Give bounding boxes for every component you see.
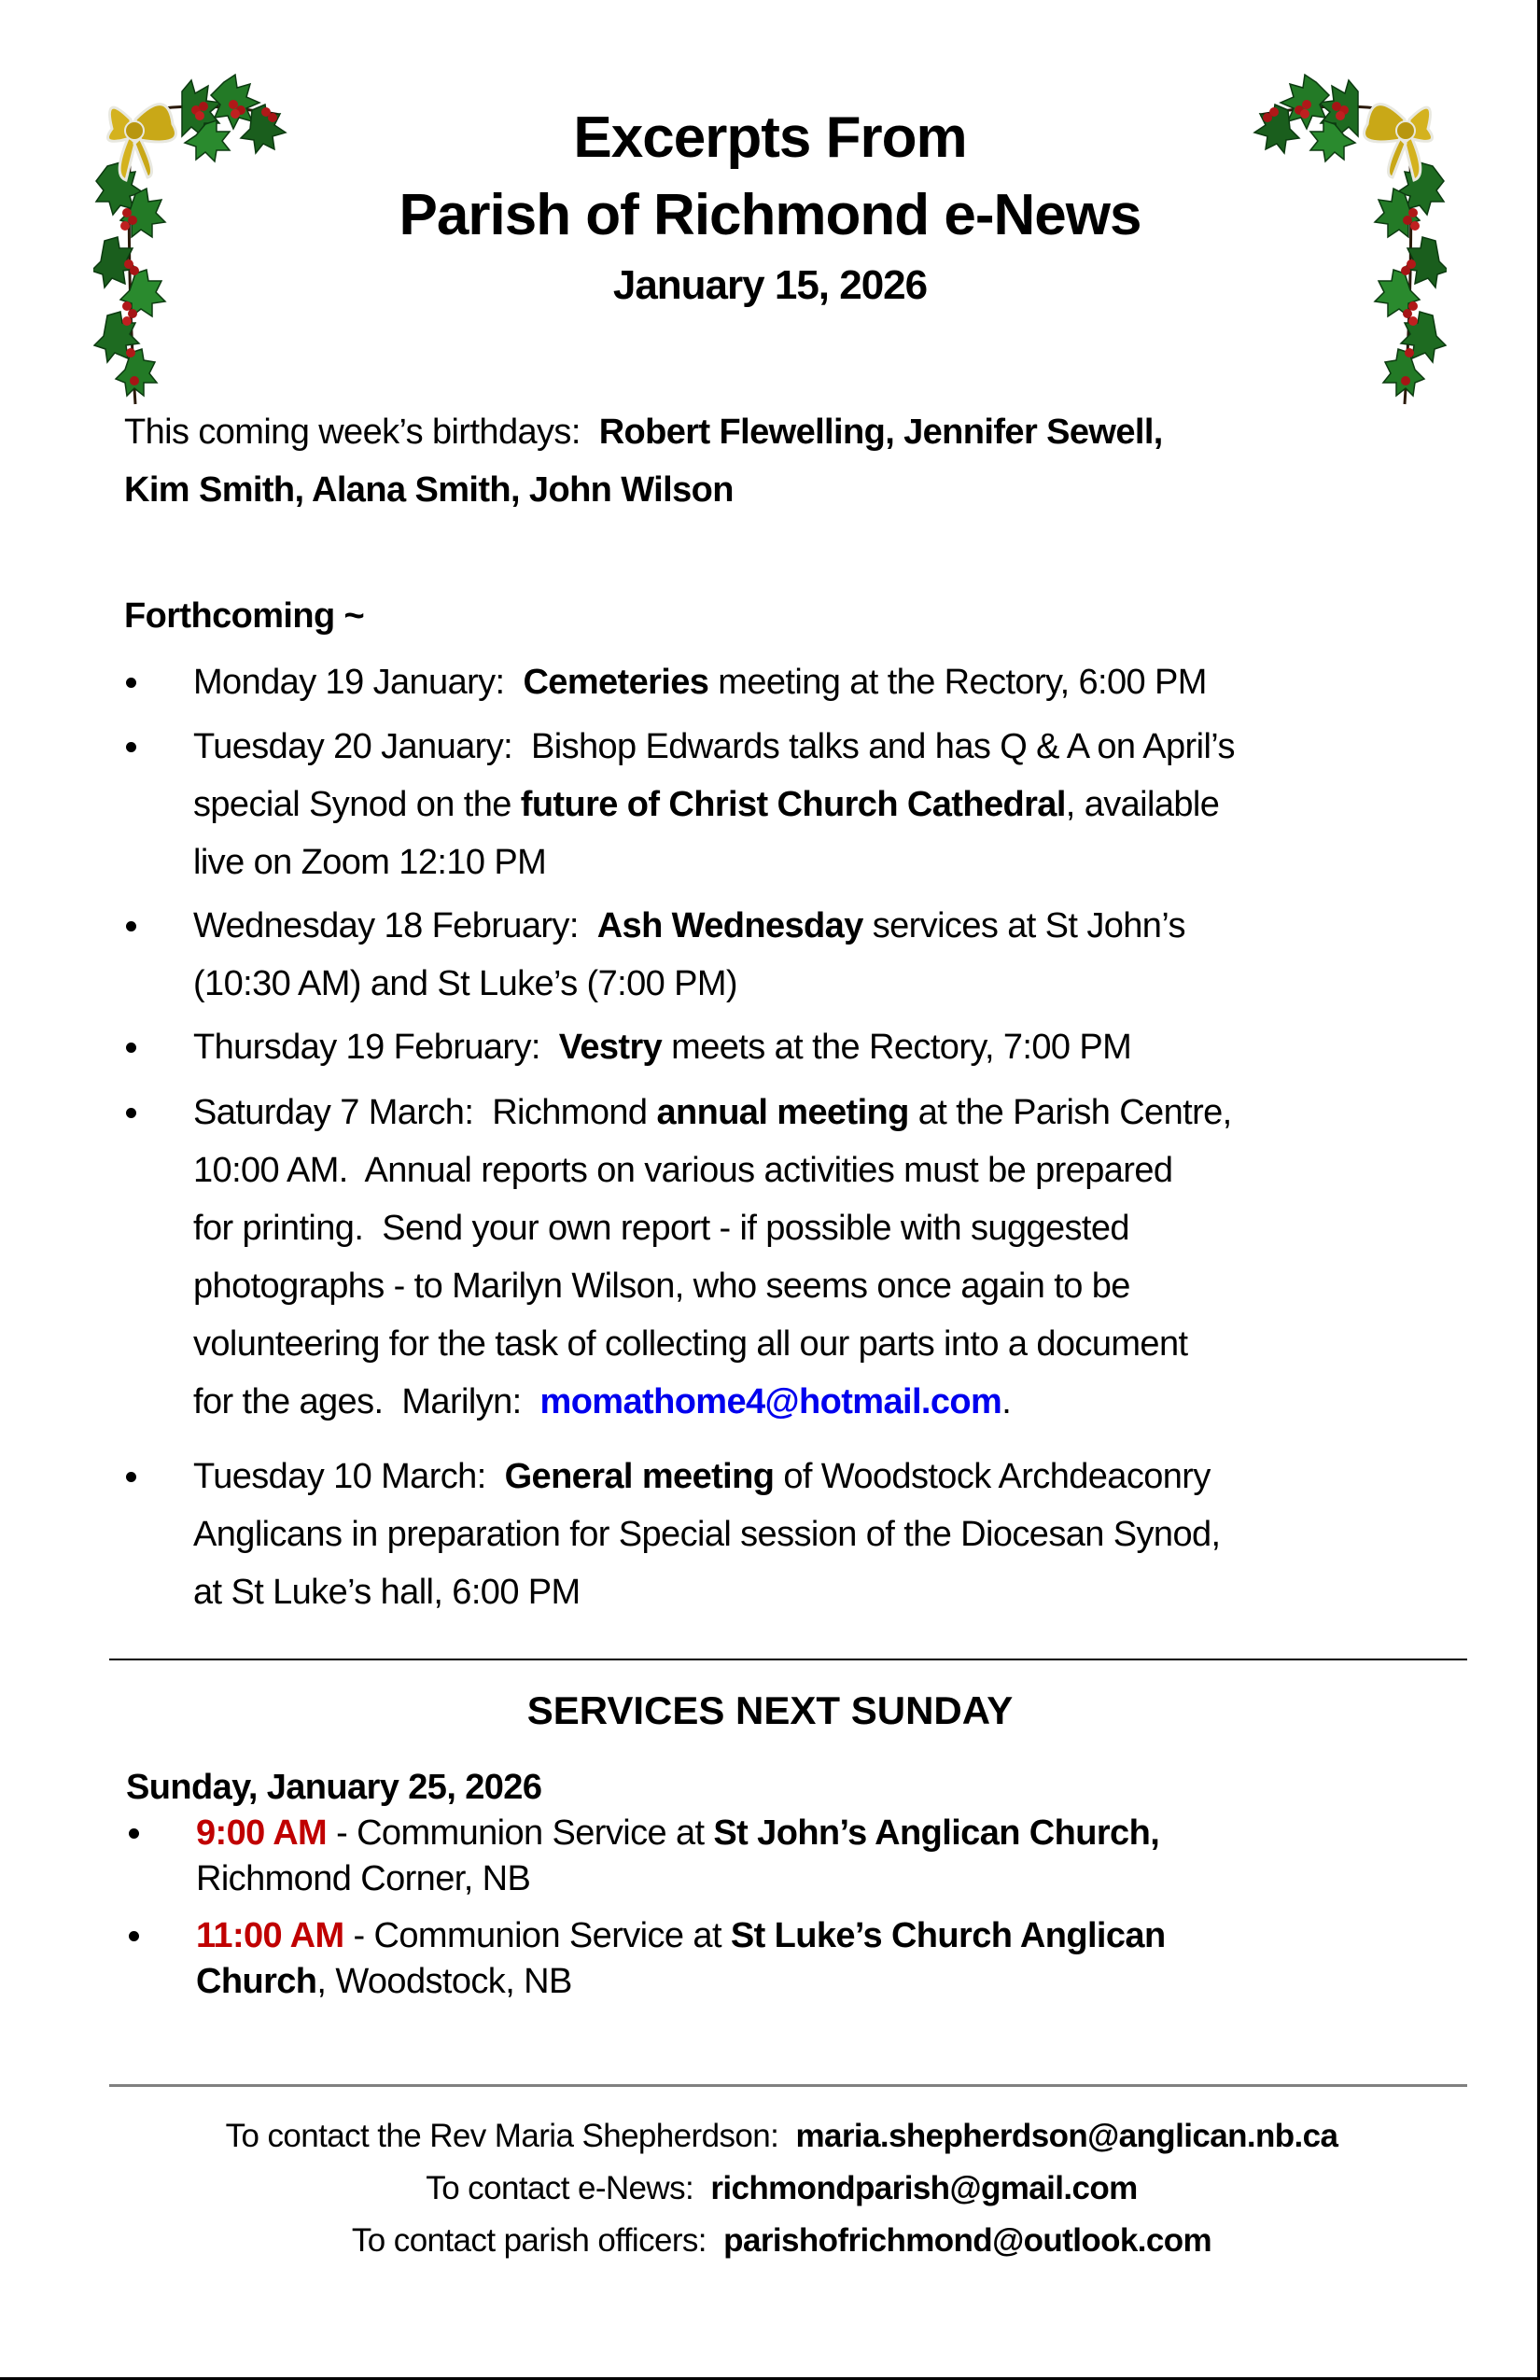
- service-item: [196, 1915, 1166, 1956]
- event-line: [193, 1572, 581, 1613]
- issue-date: January 15, 2026: [612, 262, 928, 308]
- event-text: for the ages. Marilyn:: [193, 1382, 540, 1421]
- email-link[interactable]: momathome4@hotmail.com: [539, 1382, 1002, 1421]
- service-description: - Communion Service at: [343, 1916, 731, 1955]
- event-text: Saturday 7 March: Richmond: [193, 1093, 657, 1132]
- event-text: at St Luke’s hall, 6:00 PM: [193, 1573, 581, 1612]
- bullet-icon: [129, 1931, 139, 1941]
- contact-line: [93, 2220, 1470, 2261]
- event-line: [193, 1456, 1211, 1497]
- location-text: , Woodstock, NB: [316, 1962, 572, 2001]
- contact-email[interactable]: maria.shepherdson@anglican.nb.ca: [795, 2118, 1338, 2154]
- birthdays-line2: Kim Smith, Alana Smith, John Wilson: [124, 470, 734, 510]
- bullet-icon: [126, 678, 136, 688]
- event-line: [193, 1514, 1220, 1555]
- event-text: Monday 19 January:: [193, 663, 524, 702]
- service-location: [196, 1858, 530, 1899]
- page-title-line1: Excerpts From: [573, 105, 967, 170]
- event-line: [193, 784, 1219, 825]
- event-line: [193, 662, 1207, 703]
- event-line: [193, 1381, 1011, 1422]
- event-text: Tuesday 20 January: Bishop Edwards talks and has Q & A on April’s: [193, 727, 1235, 766]
- event-line: [193, 1208, 1129, 1249]
- event-line: [193, 1027, 1131, 1068]
- bullet-icon: [126, 1472, 136, 1482]
- contact-email[interactable]: richmondparish@gmail.com: [710, 2170, 1138, 2206]
- event-text: meeting at the Rectory, 6:00 PM: [708, 663, 1207, 702]
- event-highlight: General meeting: [504, 1457, 775, 1496]
- event-line: [193, 1150, 1172, 1191]
- contact-email[interactable]: parishofrichmond@outlook.com: [723, 2222, 1212, 2259]
- event-line: [193, 1092, 1232, 1133]
- church-name: Church: [196, 1962, 317, 2001]
- event-text: volunteering for the task of collecting all our parts into a document: [193, 1324, 1188, 1364]
- event-text: .: [1001, 1382, 1012, 1421]
- footer-divider: [109, 2084, 1467, 2087]
- event-text: (10:30 AM) and St Luke’s (7:00 PM): [193, 964, 737, 1003]
- event-text: special Synod on the: [193, 785, 521, 824]
- section-divider: [109, 1659, 1467, 1660]
- bullet-icon: [126, 921, 136, 931]
- event-text: Tuesday 10 March:: [193, 1457, 505, 1496]
- event-line: [193, 905, 1185, 946]
- services-date: Sunday, January 25, 2026: [126, 1768, 542, 1807]
- service-time: 9:00 AM: [196, 1813, 328, 1853]
- event-text: of Woodstock Archdeaconry: [774, 1457, 1211, 1496]
- event-text: photographs - to Marilyn Wilson, who seems once again to be: [193, 1267, 1130, 1306]
- church-name: St John’s Anglican Church,: [713, 1813, 1160, 1853]
- service-description: - Communion Service at: [327, 1813, 714, 1853]
- event-text: meets at the Rectory, 7:00 PM: [662, 1028, 1132, 1067]
- event-text: Wednesday 18 February:: [193, 906, 597, 945]
- page-title-line2: Parish of Richmond e-News: [399, 183, 1141, 247]
- church-name: St Luke’s Church Anglican: [730, 1916, 1166, 1955]
- event-highlight: annual meeting: [656, 1093, 909, 1132]
- event-line: [193, 963, 737, 1004]
- event-text: live on Zoom 12:10 PM: [193, 843, 547, 882]
- event-highlight: Ash Wednesday: [596, 906, 863, 945]
- bullet-icon: [129, 1828, 139, 1839]
- event-highlight: future of Christ Church Cathedral: [520, 785, 1066, 824]
- event-line: [193, 726, 1235, 767]
- event-highlight: Cemeteries: [523, 663, 709, 702]
- bullet-icon: [126, 1108, 136, 1118]
- contact-line: [93, 2116, 1470, 2157]
- location-text: Richmond Corner, NB: [196, 1859, 531, 1898]
- birthdays-line1: [124, 412, 1163, 453]
- event-text: services at St John’s: [862, 906, 1185, 945]
- event-text: for printing. Send your own report - if possible with suggested: [193, 1209, 1129, 1248]
- event-text: Thursday 19 February:: [193, 1028, 559, 1067]
- event-text: 10:00 AM. Annual reports on various activities must be prepared: [193, 1151, 1173, 1190]
- event-text: at the Parish Centre,: [908, 1093, 1232, 1132]
- contact-label: To contact e-News:: [426, 2170, 711, 2206]
- bullet-icon: [126, 1043, 136, 1053]
- services-heading: SERVICES NEXT SUNDAY: [526, 1688, 1014, 1732]
- event-line: [193, 842, 546, 883]
- forthcoming-heading: Forthcoming ~: [124, 596, 365, 636]
- event-highlight: Vestry: [558, 1028, 663, 1067]
- service-item: [196, 1813, 1159, 1854]
- birthdays-label: This coming week’s birthdays:: [124, 413, 581, 452]
- contact-label: To contact the Rev Maria Shepherdson:: [225, 2118, 796, 2154]
- event-line: [193, 1323, 1187, 1365]
- contact-label: To contact parish officers:: [351, 2222, 724, 2259]
- birthday-names: Robert Flewelling, Jennifer Sewell,: [598, 413, 1163, 452]
- service-time: 11:00 AM: [196, 1916, 344, 1955]
- event-text: Anglicans in preparation for Special session of the Diocesan Synod,: [193, 1515, 1221, 1554]
- service-location: [196, 1961, 572, 2002]
- bullet-icon: [126, 742, 136, 752]
- event-text: , available: [1065, 785, 1220, 824]
- contact-line: [93, 2168, 1470, 2209]
- event-line: [193, 1266, 1130, 1307]
